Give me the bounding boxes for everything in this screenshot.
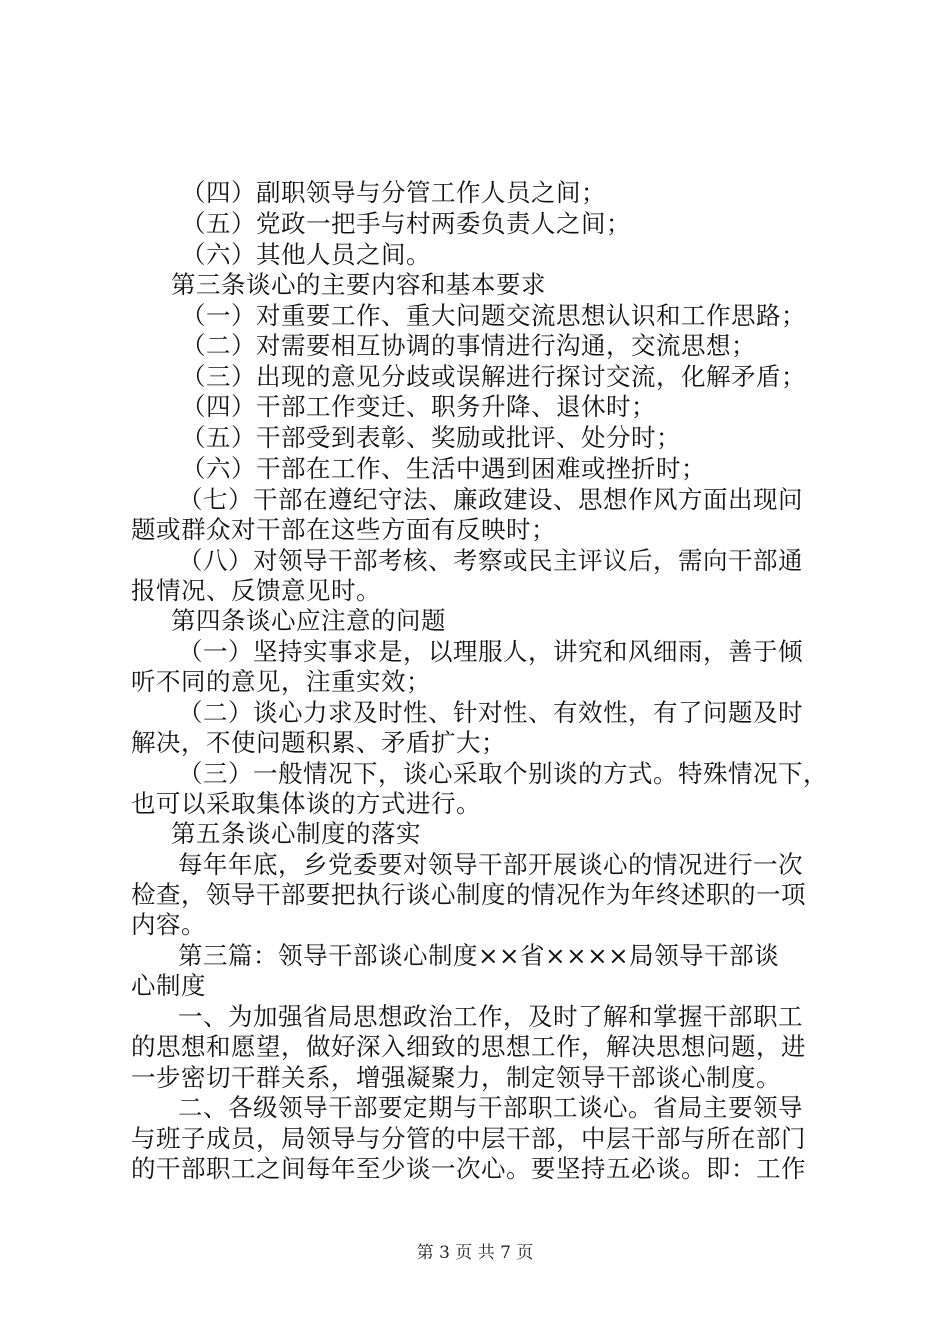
body-line: 二、各级领导干部要定期与干部职工谈心。省局主要领导 [178,1093,803,1122]
body-line: 每年年底，乡党委要对领导干部开展谈心的情况进行一次 [178,850,803,879]
body-line: 的干部职工之间每年至少谈一次心。要坚持五必谈。即：工作 [131,1154,806,1183]
body-line: （四）副职领导与分管工作人员之间； [181,178,606,207]
body-line: 内容。 [131,910,206,939]
page-number-footer: 第 3 页 共 7 页 [416,1243,534,1263]
chapter-heading: 心制度 [131,971,206,1000]
body-line: （五）干部受到表彰、奖励或批评、处分时； [181,423,681,452]
body-line: （六）干部在工作、生活中遇到困难或挫折时； [181,454,706,483]
body-line: （四）干部工作变迁、职务升降、退休时； [181,392,656,421]
body-line: 也可以采取集体谈的方式进行。 [131,789,481,818]
body-line: （七）干部在遵纪守法、廉政建设、思想作风方面出现问 [178,485,803,514]
body-line: （一）对重要工作、重大问题交流思想认识和工作思路； [181,301,806,330]
body-line: （三）一般情况下，谈心采取个别谈的方式。特殊情况下， [178,759,828,788]
chapter-heading: 第三篇：领导干部谈心制度××省××××局领导干部谈 [178,941,780,970]
body-line: 的思想和愿望，做好深入细致的思想工作，解决思想问题，进 [131,1032,806,1061]
body-line: （三）出现的意见分歧或误解进行探讨交流，化解矛盾； [181,362,806,391]
body-line: 听不同的意见，注重实效； [131,667,431,696]
section-heading: 第四条谈心应注意的问题 [171,606,446,635]
body-line: 一、为加强省局思想政治工作，及时了解和掌握干部职工 [178,1002,803,1031]
section-heading: 第三条谈心的主要内容和基本要求 [171,270,546,299]
body-line: 一步密切干群关系，增强凝聚力，制定领导干部谈心制度。 [131,1063,781,1092]
body-line: （八）对领导干部考核、考察或民主评议后，需向干部通 [178,546,803,575]
body-line: （五）党政一把手与村两委负责人之间； [181,209,631,238]
body-line: （一）坚持实事求是，以理服人，讲究和风细雨，善于倾 [178,637,803,666]
body-line: （二）对需要相互协调的事情进行沟通，交流思想； [181,331,756,360]
section-heading: 第五条谈心制度的落实 [171,819,421,848]
body-line: （六）其他人员之间。 [181,240,431,269]
body-line: 解决，不使问题积累、矛盾扩大； [131,728,506,757]
body-line: 报情况、反馈意见时。 [131,576,381,605]
body-line: 与班子成员，局领导与分管的中层干部，中层干部与所在部门 [131,1124,806,1153]
body-line: 检查，领导干部要把执行谈心制度的情况作为年终述职的一项 [131,880,806,909]
body-line: （二）谈心力求及时性、针对性、有效性，有了问题及时 [178,698,803,727]
body-line: 题或群众对干部在这些方面有反映时； [131,515,556,544]
